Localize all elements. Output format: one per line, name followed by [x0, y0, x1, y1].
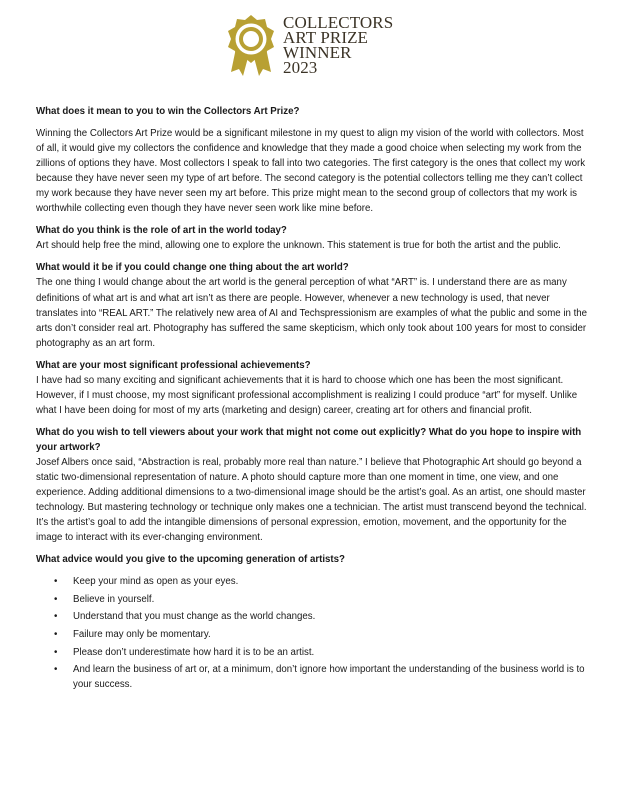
question-heading: What would it be if you could change one thing about the art world?	[36, 262, 349, 274]
wordmark-line: ART PRIZE	[283, 28, 369, 47]
qa-section	[36, 260, 588, 350]
answer-text: I have had so many exciting and significant achievements that it is hard to choose which one has been the most significant. However, if I must choose, my most significant professional accomplishment is realizing I could produce “art” for myself. Unlike what I have been doing for most of my arts (marketing and design) career, creating art for others and financial profit.	[36, 374, 578, 416]
bullet-icon: •	[54, 611, 58, 623]
advice-text: Please don’t underestimate how hard it is to be an artist.	[73, 646, 315, 658]
advice-section	[36, 552, 588, 692]
qa-section	[36, 104, 588, 216]
bullet-icon: •	[54, 628, 58, 640]
advice-text: And learn the business of art or, at a minimum, don’t ignore how important the understanding of the business world is to your success.	[73, 664, 585, 691]
list-item	[36, 627, 588, 642]
question-heading: What do you wish to tell viewers about your work that might not come out explicitly? What do you hope to inspire with your artwork?	[36, 426, 582, 453]
award-header	[226, 14, 526, 84]
qa-section	[36, 358, 588, 418]
award-rosette-icon	[226, 14, 276, 76]
wordmark-line: 2023	[283, 58, 318, 77]
advice-text: Keep your mind as open as your eyes.	[73, 576, 239, 588]
advice-text: Failure may only be momentary.	[73, 628, 211, 640]
bullet-icon: •	[54, 593, 58, 605]
answer-text: The one thing I would change about the art world is the general perception of what “ART” is. I understand there are as many definitions of what art is and what art isn’t as there are people. However, whenever a new technology is used, that never translates into “REAL ART.” The relatively new area of AI and Techspressionism are examples of what the public and some in the arts don’t consider real art. Photography has suffered the same skepticism, which only took about 100 years for most to consider photography as an art form.	[36, 277, 588, 349]
advice-text: Understand that you must change as the world changes.	[73, 611, 316, 623]
list-item	[36, 609, 588, 624]
wordmark-line: COLLECTORS	[283, 13, 394, 32]
question-heading: What does it mean to you to win the Collectors Art Prize?	[36, 106, 300, 117]
question-heading: What are your most significant professional achievements?	[36, 359, 311, 371]
advice-text: Believe in yourself.	[73, 593, 155, 605]
interview-content	[36, 104, 588, 699]
list-item	[36, 645, 588, 660]
answer-text: Art should help free the mind, allowing one to explore the unknown. This statement is true for both the artist and the public.	[36, 240, 561, 252]
question-heading: What do you think is the role of art in the world today?	[36, 225, 287, 237]
award-wordmark	[283, 15, 393, 75]
bullet-icon: •	[54, 646, 58, 658]
bullet-icon: •	[54, 576, 58, 588]
list-item	[36, 662, 588, 692]
answer-text: Josef Albers once said, “Abstraction is real, probably more real than nature.” I believe that Photographic Art should go beyond a static two-dimensional representation of nature. A photo should capture more than one moment in time, one view, and one experience. Adding additional dimensions to a two-dimensional image should be the artist’s goal. As an artist, one should master technology. But mastering technology or technique only makes one a technician. The artist must transcend beyond the technical. It’s the artist’s goal to add the intangible dimensions of personal expression, emotion, movement, and the opportunity for the image to interact with its ever-changing environment.	[36, 456, 587, 544]
wordmark-line: WINNER	[283, 43, 352, 62]
answer-text: Winning the Collectors Art Prize would be a significant milestone in my quest to align my vision of the world with collectors. Most of all, it would give my collectors the confidence and knowledge that they made a good choice when selecting my work from the zillions of options they have. Most collectors I speak to fall into two categories. The first category is the ones that collect my work because they have never seen my type of art before. The second category is the potential collectors telling me they can’t collect my work because they have never seen my art before. This prize might mean to the second group of collectors that my work is worthwhile collecting even though they have never seen work like mine before.	[36, 128, 586, 215]
qa-section	[36, 223, 588, 253]
list-item	[36, 592, 588, 607]
advice-list	[36, 574, 588, 692]
list-item	[36, 574, 588, 589]
bullet-icon: •	[54, 664, 58, 676]
qa-section	[36, 425, 588, 545]
question-heading: What advice would you give to the upcoming generation of artists?	[36, 554, 345, 566]
